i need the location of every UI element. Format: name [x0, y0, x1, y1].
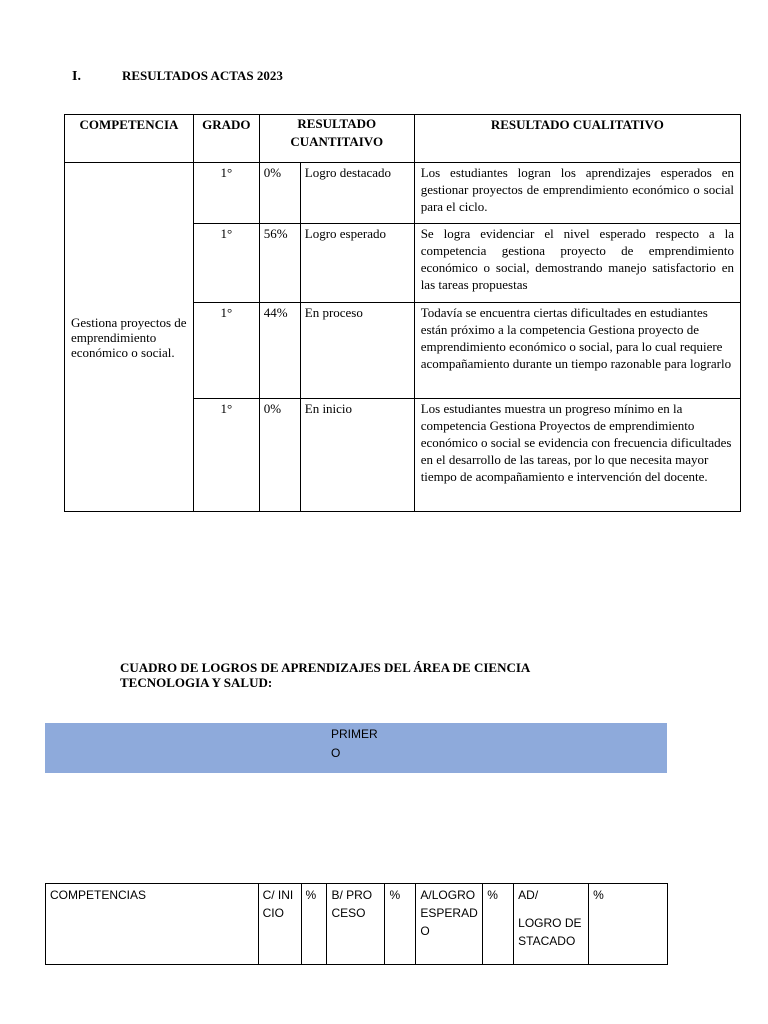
pct-cell: 0% [259, 399, 300, 512]
header-pct: % [385, 884, 416, 965]
logros-header-row [46, 884, 668, 965]
pct-cell: 44% [259, 303, 300, 399]
competencia-cell: Gestiona proyectos de emprendimiento económico o social. [65, 163, 194, 512]
nivel-cell: Logro destacado [300, 163, 414, 224]
cualitativo-cell: Todavía se encuentra ciertas dificultades en estudiantes están próximo a la competencia Gestiona proyecto de emprendimiento económico o social, para lo cual requiere acompañamiento durante un tiempo razonable para lograrlo [414, 303, 740, 399]
header-ad-code: AD/ [518, 888, 539, 902]
grado-cell: 1° [193, 163, 259, 224]
header-competencia: COMPETENCIA [65, 115, 194, 163]
section-title: RESULTADOS ACTAS 2023 [122, 68, 283, 83]
nivel-cell: En inicio [300, 399, 414, 512]
header-ad [514, 884, 589, 965]
section-heading [72, 68, 283, 85]
header-grado: GRADO [193, 115, 259, 163]
header-pct: % [589, 884, 668, 965]
grado-cell: 1° [193, 303, 259, 399]
pct-cell: 0% [259, 163, 300, 224]
header-pct: % [301, 884, 327, 965]
pct-cell: 56% [259, 224, 300, 303]
nivel-cell: Logro esperado [300, 224, 414, 303]
header-ad-label: LOGRO DESTACADO [518, 916, 582, 948]
header-a-logro: A/LOGRO ESPERADO [416, 884, 483, 965]
header-b-proceso-text: B/ PROCESO [331, 888, 373, 920]
cualitativo-cell: Se logra evidenciar el nivel esperado respecto a la competencia gestiona proyecto de emprendimiento económico o social, demostrando manejo satisfactorio en las tareas propuestas [414, 224, 740, 303]
cualitativo-cell: Los estudiantes muestra un progreso mínimo en la competencia Gestiona Proyectos de emprendimiento económico o social se evidencia con frecuencia dificultades en el desarrollo de las tareas, por lo que necesita mayor tiempo de acompañamiento e intervención del docente. [414, 399, 740, 512]
nivel-cell: En proceso [300, 303, 414, 399]
header-competencias: COMPETENCIAS [46, 884, 259, 965]
results-header-row [65, 115, 741, 163]
header-pct: % [483, 884, 514, 965]
header-cuantitativo: RESULTADO CUANTITAIVO [259, 115, 414, 163]
grado-cell: 1° [193, 224, 259, 303]
header-c-inicio: C/ INICIO [258, 884, 301, 965]
cualitativo-cell: Los estudiantes logran los aprendizajes esperados en gestionar proyectos de emprendimiento económico o social para el ciclo. [414, 163, 740, 224]
header-b-proceso [327, 884, 385, 965]
header-cualitativo: RESULTADO CUALITATIVO [414, 115, 740, 163]
grado-cell: 1° [193, 399, 259, 512]
section-number: I. [72, 69, 81, 84]
logros-table [45, 883, 668, 965]
table-row [65, 163, 741, 224]
results-table [64, 114, 741, 512]
grade-band [45, 723, 667, 773]
grade-band-label: PRIMERO [331, 727, 378, 760]
cuadro-title: CUADRO DE LOGROS DE APRENDIZAJES DEL ÁREA DE CIENCIA TECNOLOGIA Y SALUD: [120, 660, 530, 690]
